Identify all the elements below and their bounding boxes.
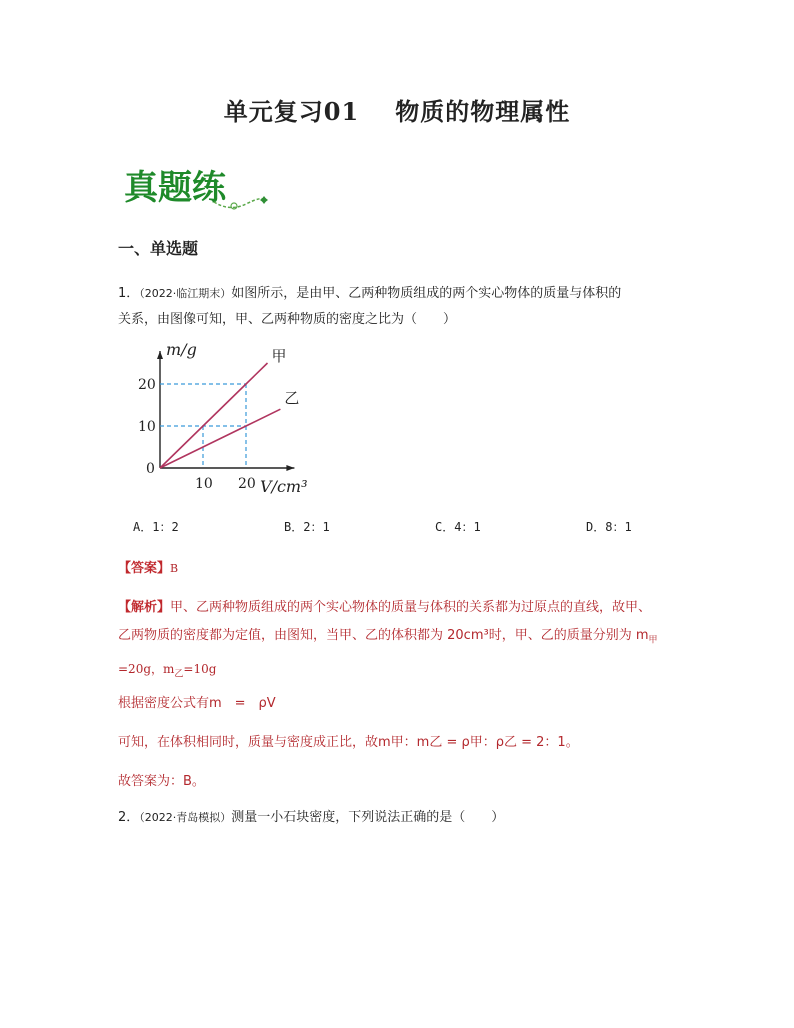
- question-number: 1．: [118, 286, 140, 301]
- leaf-sprig-icon: [212, 182, 272, 216]
- question-1: [118, 281, 678, 333]
- question-2-source: （2022·青岛模拟）: [139, 811, 232, 824]
- final-answer-line: 故答案为：B。: [118, 774, 205, 789]
- analysis-line3a: =20g，m: [118, 661, 175, 676]
- question-source: （2022·临江期末）: [139, 287, 232, 300]
- origin-label: 0: [146, 461, 155, 477]
- series-line-yi: [160, 409, 280, 468]
- question-text-line1: 如图所示，是由甲、乙两种物质组成的两个实心物体的质量与体积的: [231, 286, 622, 301]
- formula-line: 根据密度公式有m = ρV: [118, 696, 276, 711]
- conclusion-line: 可知，在体积相同时，质量与密度成正比，故m甲：m乙 = ρ甲：ρ乙 = 2：1。: [118, 735, 579, 750]
- question-2: [118, 805, 678, 831]
- x-tick-label-20: 20: [238, 476, 256, 492]
- y-tick-label-10: 10: [138, 419, 156, 435]
- analysis-label: 【解析】: [118, 600, 171, 615]
- answer-value: B: [170, 562, 179, 575]
- series-label-yi: 乙: [284, 389, 300, 408]
- option-b: B．2：1: [284, 520, 330, 534]
- option-a: A．1：2: [133, 520, 179, 534]
- option-d: D．8：1: [586, 520, 632, 534]
- series-label-jia: 甲: [271, 347, 287, 365]
- series-line-jia: [160, 363, 268, 468]
- analysis-sub-yi: 乙: [174, 668, 184, 679]
- x-tick-label-10: 10: [195, 476, 213, 492]
- question-text-line2: 关系，由图像可知，甲、乙两种物质的密度之比为（ ）: [118, 312, 457, 327]
- analysis-line1: 甲、乙两种物质组成的两个实心物体的质量与体积的关系都为过原点的直线，故甲、: [170, 600, 652, 615]
- page-title: [0, 92, 794, 127]
- analysis-line2: 乙两物质的密度都为定值，由图知，当甲、乙的体积都为 20cm³时，甲、乙的质量分别为 m: [118, 628, 649, 643]
- title-part2: 物质的物理属性: [395, 97, 571, 126]
- answer-label: 【答案】: [118, 561, 171, 576]
- y-axis-label: m/g: [166, 340, 197, 359]
- option-c: C．4：1: [435, 520, 481, 534]
- badge-text: 真题练: [124, 168, 226, 208]
- question-2-number: 2．: [118, 810, 140, 825]
- y-axis-arrow: [157, 351, 163, 359]
- section-heading: 一、单选题: [118, 239, 199, 258]
- question-2-text: 测量一小石块密度，下列说法正确的是（ ）: [231, 810, 505, 825]
- analysis-block: [118, 594, 678, 688]
- x-axis-label: V/cm³: [260, 477, 308, 496]
- analysis-line3b: =10g: [183, 661, 217, 676]
- section-badge: [124, 160, 226, 209]
- analysis-sub-jia: 甲: [648, 635, 658, 646]
- x-axis-arrow: [286, 465, 294, 471]
- answer-row: [118, 557, 178, 576]
- mass-volume-chart: [138, 340, 340, 496]
- y-tick-label-20: 20: [138, 377, 156, 393]
- title-part1: 单元复习01: [223, 97, 360, 126]
